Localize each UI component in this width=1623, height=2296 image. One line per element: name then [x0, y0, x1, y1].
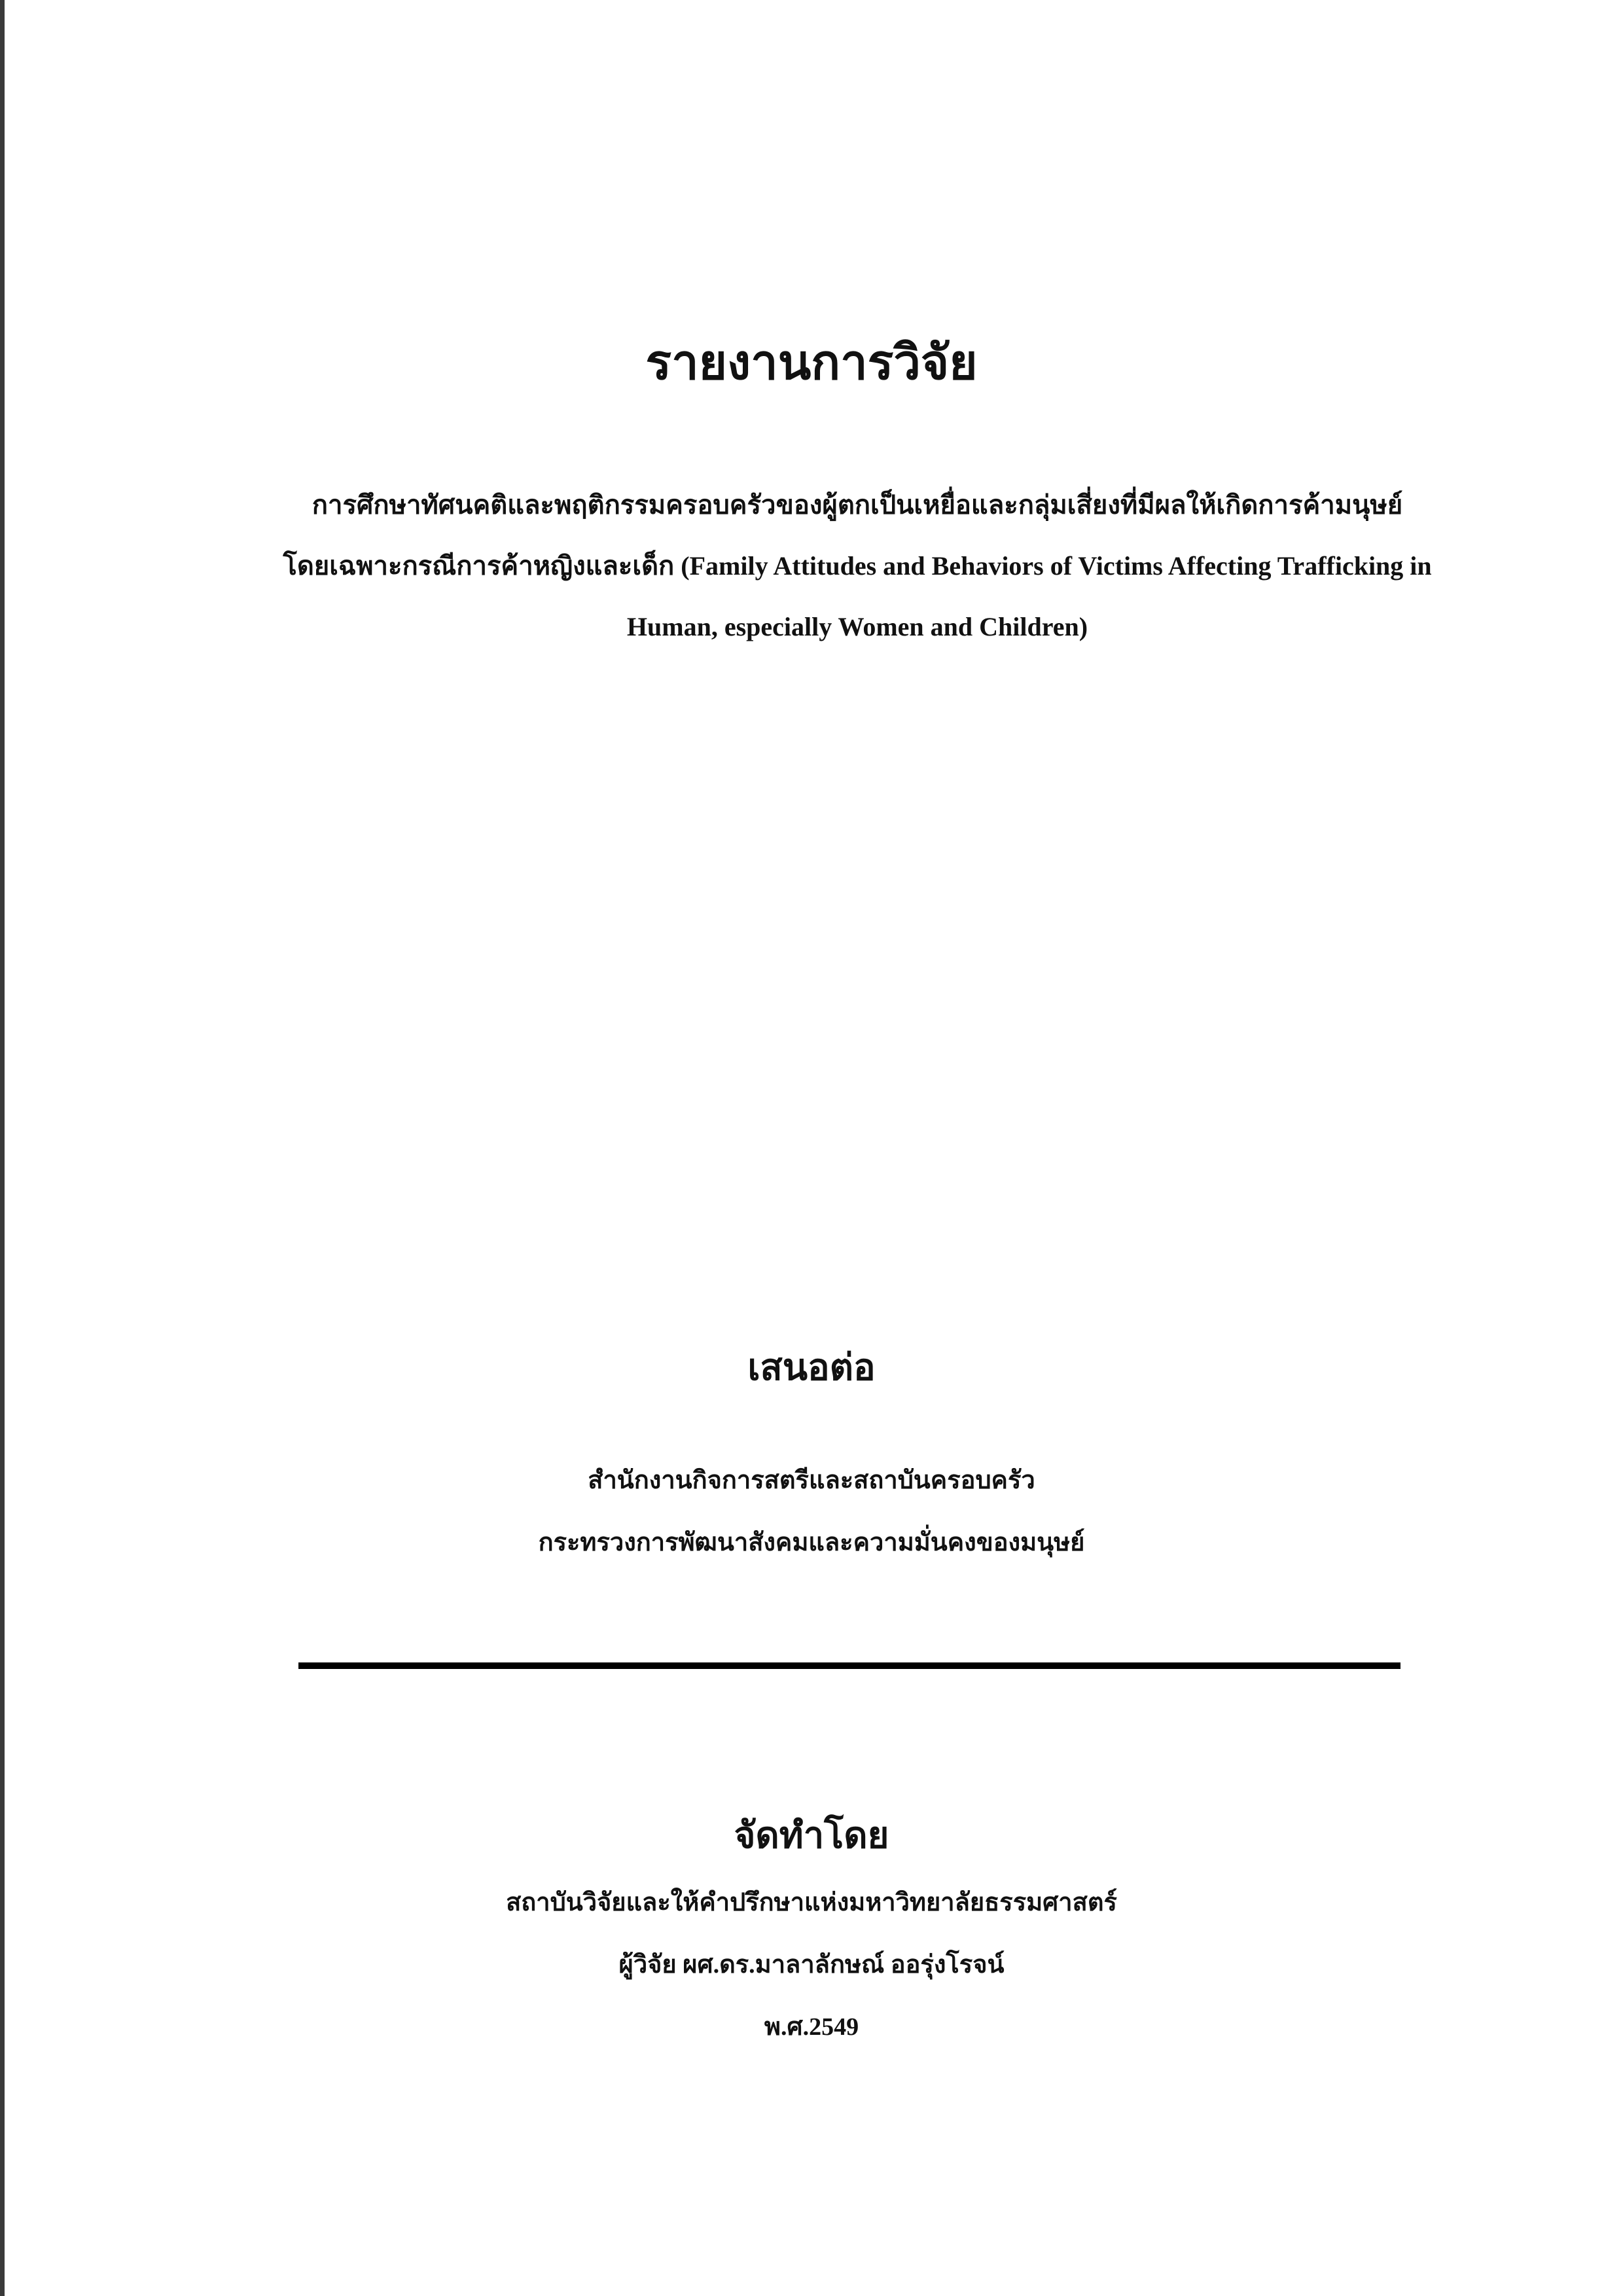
agency-office: สำนักงานกิจการสตรีและสถาบันครอบครัว — [588, 1467, 1035, 1494]
prepared-by-heading: จัดทำโดย — [734, 1816, 889, 1856]
research-title-line: Human, especially Women and Children) — [626, 612, 1088, 641]
horizontal-divider — [298, 1662, 1400, 1669]
report-title: รายงานการวิจัย — [645, 336, 978, 390]
institute-name: สถาบันวิจัยและให้คำปรึกษาแห่งมหาวิทยาลัยธรรมศาสตร์ — [506, 1889, 1117, 1916]
research-title-line: โดยเฉพาะกรณีการค้าหญิงและเด็ก (Family Attitudes and Behaviors of Victims Affecting Trafficking in — [283, 551, 1432, 581]
prepared-by-details — [0, 1872, 1623, 2058]
research-title — [226, 475, 1489, 657]
report-year: พ.ศ.2549 — [764, 2013, 859, 2041]
researcher-name: ผู้วิจัย ผศ.ดร.มาลาลักษณ์ ออรุ่งโรจน์ — [618, 1951, 1005, 1979]
submitted-to-heading: เสนอต่อ — [747, 1348, 876, 1388]
agency-ministry: กระทรวงการพัฒนาสังคมและความมั่นคงของมนุษย์ — [538, 1529, 1085, 1556]
research-title-line: การศึกษาทัศนคติและพฤติกรรมครอบครัวของผู้ตกเป็นเหยื่อและกลุ่มเสี่ยงที่มีผลให้เกิดการค้ามนุษย์ — [312, 490, 1403, 520]
submitted-to-agency — [0, 1450, 1623, 1574]
